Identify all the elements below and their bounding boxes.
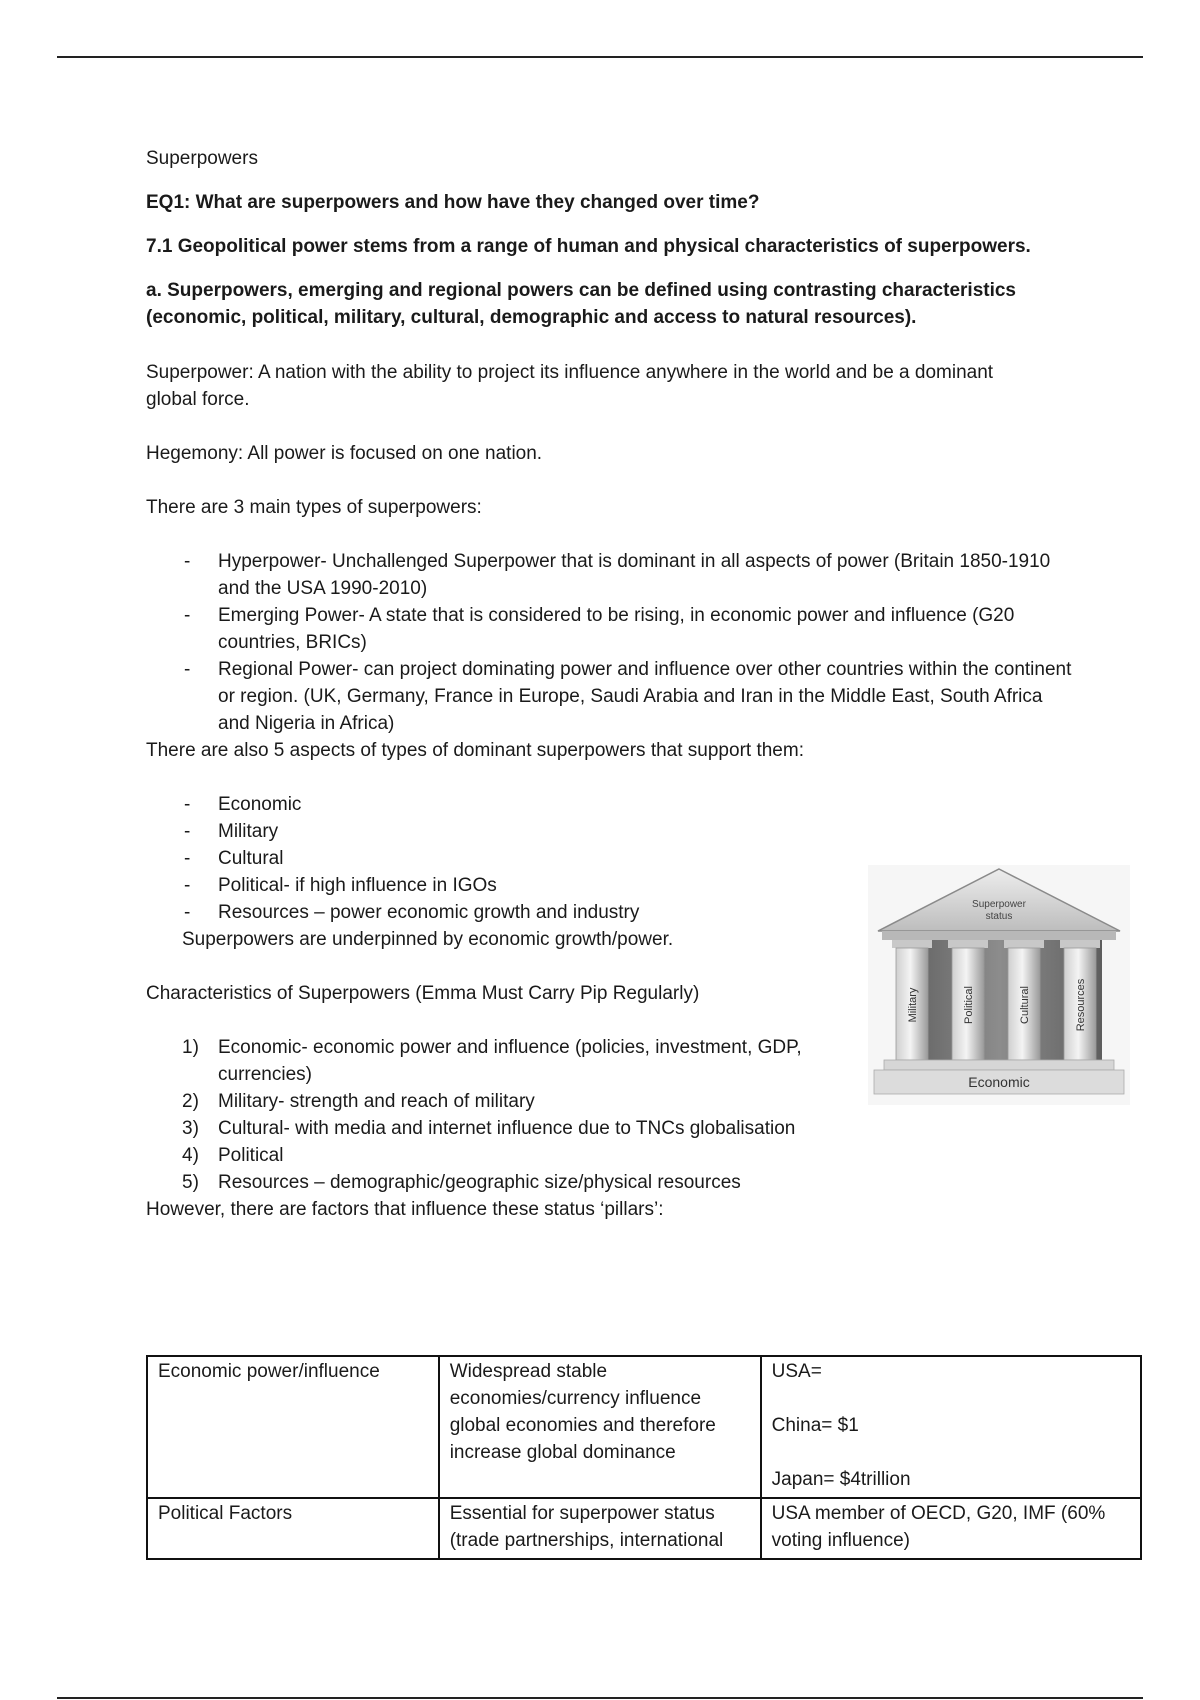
roof-beam	[882, 931, 1116, 940]
list-item: - Military	[146, 818, 1146, 845]
underpinned-note: Superpowers are underpinned by economic growth/power.	[182, 929, 674, 950]
superpower-pillars-image	[868, 865, 1130, 1105]
header-rule	[57, 56, 1143, 58]
list-item: - Hyperpower- Unchallenged Superpower that is dominant in all aspects of power (Britain 1850-1910 and the USA 1990-2010)	[146, 548, 1076, 602]
column-capital	[1060, 940, 1100, 948]
list-marker: 3)	[182, 1118, 199, 1139]
list-item-text: Cultural- with media and internet influence due to TNCs globalisation	[218, 1118, 796, 1139]
roof-label: Superpower	[972, 899, 1026, 910]
types-list	[146, 548, 1076, 737]
list-item-text: Military- strength and reach of military	[218, 1091, 535, 1112]
characteristics-intro: Characteristics of Superpowers (Emma Must Carry Pip Regularly)	[146, 983, 700, 1004]
spec-point: 7.1 Geopolitical power stems from a range of human and physical characteristics of superpowers.	[146, 236, 1031, 257]
example-line: China= $1	[771, 1415, 859, 1436]
list-marker: 1)	[182, 1037, 199, 1058]
factors-table	[146, 1355, 1142, 1560]
table-cell-factor: Economic power/influence	[147, 1356, 439, 1498]
pillar-label: Political	[963, 986, 975, 1024]
spec-sub-point: a. Superpowers, emerging and regional powers can be defined using contrasting characteristics (economic, political, military, cultural, demographic and access to natural resources).	[146, 280, 1017, 328]
list-item: - Resources – power economic growth and industry	[146, 899, 1146, 926]
list-item	[146, 1034, 866, 1088]
table-row	[147, 1498, 1141, 1559]
list-item: - Regional Power- can project dominating power and influence over other countries within the continent or region. (UK, Germany, France in Europe, Saudi Arabia and Iran in the Middle East, South Africa and Nigeria in Africa)	[146, 656, 1076, 737]
list-item: - Economic	[146, 791, 1146, 818]
pillar-label: Military	[907, 987, 919, 1023]
base-step	[884, 1060, 1114, 1070]
list-item	[146, 1142, 866, 1169]
types-intro: There are 3 main types of superpowers:	[146, 497, 482, 518]
list-item: - Political- if high influence in IGOs	[146, 872, 1146, 899]
column-capital	[1004, 940, 1044, 948]
example-line: USA member of OECD, G20, IMF (60% voting influence)	[771, 1503, 1106, 1551]
list-item	[146, 1088, 866, 1115]
example-line: Japan= $4trillion	[771, 1469, 911, 1490]
table-cell-examples	[761, 1498, 1141, 1559]
list-marker: 4)	[182, 1145, 199, 1166]
list-item: - Cultural	[146, 845, 1146, 872]
characteristics-list	[146, 1034, 866, 1196]
page-title: Superpowers	[146, 148, 258, 169]
enquiry-question: EQ1: What are superpowers and how have they changed over time?	[146, 192, 760, 213]
list-item	[146, 1115, 866, 1142]
list-item-text: Economic- economic power and influence (policies, investment, GDP, currencies)	[218, 1037, 802, 1085]
pillar-label: Resources	[1075, 978, 1087, 1032]
aspects-intro: There are also 5 aspects of types of dominant superpowers that support them:	[146, 740, 804, 761]
table-row	[147, 1356, 1141, 1498]
list-marker: 2)	[182, 1091, 199, 1112]
example-line: USA=	[771, 1361, 822, 1382]
table-cell-description: Essential for superpower status (trade partnerships, international	[439, 1498, 761, 1559]
pillar-label: Cultural	[1019, 986, 1031, 1024]
list-item-text: Resources – demographic/geographic size/physical resources	[218, 1172, 741, 1193]
list-item-text: Political	[218, 1145, 284, 1166]
footer-rule	[57, 1697, 1143, 1699]
column-capital	[948, 940, 988, 948]
table-cell-examples	[761, 1356, 1141, 1498]
definition-superpower: Superpower: A nation with the ability to project its influence anywhere in the world and be a dominant global force.	[146, 362, 994, 410]
factors-intro: However, there are factors that influence these status ‘pillars’:	[146, 1199, 664, 1220]
column-capital	[892, 940, 932, 948]
list-marker: 5)	[182, 1172, 199, 1193]
table-cell-factor: Political Factors	[147, 1498, 439, 1559]
table-cell-description: Widespread stable economies/currency influence global economies and therefore increase global dominance	[439, 1356, 761, 1498]
list-item: - Emerging Power- A state that is considered to be rising, in economic power and influence (G20 countries, BRICs)	[146, 602, 1076, 656]
list-item	[146, 1169, 866, 1196]
base-label: Economic	[968, 1074, 1030, 1090]
roof-label: status	[985, 911, 1013, 922]
definition-hegemony: Hegemony: All power is focused on one nation.	[146, 443, 543, 464]
